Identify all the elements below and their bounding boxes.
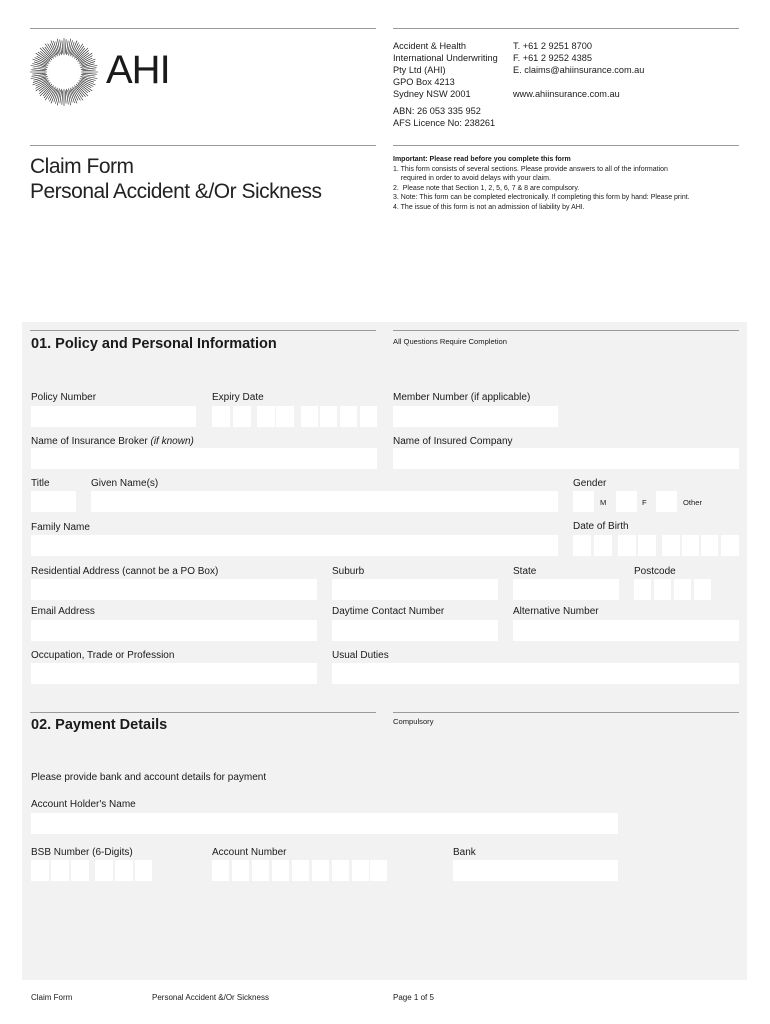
- residential-address-label: Residential Address (cannot be a PO Box): [31, 566, 219, 577]
- account-number-digit-input[interactable]: [370, 860, 387, 881]
- account-holder-input[interactable]: [31, 813, 618, 834]
- title-rule-left: [30, 145, 376, 146]
- footer-form-type: Personal Accident &/Or Sickness: [152, 993, 269, 1002]
- suburb-label: Suburb: [332, 566, 365, 577]
- bsb-digit-input[interactable]: [135, 860, 152, 881]
- logo-text: AHI: [106, 48, 170, 92]
- account-number-digit-input[interactable]: [352, 860, 369, 881]
- daytime-contact-input[interactable]: [332, 620, 498, 641]
- company-address: [393, 40, 498, 100]
- payment-intro-text: Please provide bank and account details for payment: [31, 772, 267, 783]
- section1-title: 01. Policy and Personal Information: [31, 336, 277, 352]
- expiry-date-digit-input[interactable]: [257, 406, 275, 427]
- dob-digit-input[interactable]: [638, 535, 656, 556]
- dob-digit-input[interactable]: [573, 535, 591, 556]
- section1-rule-left: [30, 330, 376, 331]
- gender-female-checkbox[interactable]: [616, 491, 637, 512]
- policy-number-input[interactable]: [31, 406, 196, 427]
- gender-male-checkbox[interactable]: [573, 491, 594, 512]
- expiry-date-digit-input[interactable]: [212, 406, 230, 427]
- title-label: Title: [31, 478, 50, 489]
- state-input[interactable]: [513, 579, 619, 600]
- account-number-digit-input[interactable]: [252, 860, 269, 881]
- header-rule-right: [393, 28, 739, 29]
- account-number-digit-input[interactable]: [312, 860, 329, 881]
- dob-digit-input[interactable]: [682, 535, 699, 556]
- dob-digit-input[interactable]: [662, 535, 680, 556]
- section2-rule-left: [30, 712, 376, 713]
- important-heading: Important: Please read before you complete this form: [393, 156, 571, 163]
- important-line: 2. Please note that Section 1, 2, 5, 6, 7 & 8 are compulsory.: [393, 184, 580, 192]
- dob-digit-input[interactable]: [618, 535, 636, 556]
- alternative-number-label: Alternative Number: [513, 606, 599, 617]
- account-holder-label: Account Holder's Name: [31, 799, 136, 810]
- page-title-line1: Claim Form: [30, 155, 134, 178]
- account-number-digit-input[interactable]: [212, 860, 229, 881]
- family-name-label: Family Name: [31, 522, 90, 533]
- bsb-digit-input[interactable]: [71, 860, 89, 881]
- important-line: 1. This form consists of several sections. Please provide answers to all of the information: [393, 165, 668, 173]
- gender-female-label: F: [642, 498, 647, 507]
- footer-form-name: Claim Form: [31, 993, 73, 1002]
- section2-note: Compulsory: [393, 717, 434, 726]
- given-names-input[interactable]: [91, 491, 558, 512]
- email-input[interactable]: [31, 620, 317, 641]
- dob-digit-input[interactable]: [701, 535, 718, 556]
- expiry-date-digit-input[interactable]: [360, 406, 377, 427]
- important-line: required in order to avoid delays with your claim.: [393, 175, 551, 183]
- section1-rule-right: [393, 330, 739, 331]
- dob-digit-input[interactable]: [721, 535, 739, 556]
- section1-note: All Questions Require Completion: [393, 337, 507, 346]
- title-input[interactable]: [31, 491, 76, 512]
- expiry-date-digit-input[interactable]: [233, 406, 251, 427]
- postcode-label: Postcode: [634, 566, 676, 577]
- postcode-digit-input[interactable]: [634, 579, 651, 600]
- account-number-digit-input[interactable]: [292, 860, 309, 881]
- broker-name-label-suffix: (if known): [150, 436, 194, 447]
- section2-title: 02. Payment Details: [31, 717, 168, 733]
- important-line: 4. The issue of this form is not an admission of liability by AHI.: [393, 203, 585, 211]
- occupation-label: Occupation, Trade or Profession: [31, 650, 175, 661]
- company-email-link[interactable]: E. claims@ahiinsurance.com.au: [513, 65, 645, 75]
- bsb-digit-input[interactable]: [115, 860, 133, 881]
- gender-male-label: M: [600, 498, 607, 507]
- gender-label: Gender: [573, 478, 607, 489]
- company-contact: [513, 40, 644, 100]
- important-notes: [393, 155, 690, 213]
- usual-duties-label: Usual Duties: [332, 650, 389, 661]
- bank-input[interactable]: [453, 860, 618, 881]
- expiry-date-digit-input[interactable]: [301, 406, 318, 427]
- broker-name-input[interactable]: [31, 448, 377, 469]
- postcode-digit-input[interactable]: [654, 579, 671, 600]
- company-registration: [393, 105, 495, 129]
- company-line: Sydney NSW 2001: [393, 89, 471, 99]
- daytime-contact-label: Daytime Contact Number: [332, 606, 445, 617]
- usual-duties-input[interactable]: [332, 663, 739, 684]
- company-line: GPO Box 4213: [393, 77, 455, 87]
- company-phone: T. +61 2 9251 8700: [513, 41, 592, 51]
- sunburst-logo-icon: [28, 36, 100, 108]
- gender-other-checkbox[interactable]: [656, 491, 677, 512]
- account-number-digit-input[interactable]: [332, 860, 349, 881]
- insured-company-input[interactable]: [393, 448, 739, 469]
- account-number-digit-input[interactable]: [272, 860, 289, 881]
- expiry-date-digit-input[interactable]: [320, 406, 337, 427]
- insured-company-label: Name of Insured Company: [393, 436, 513, 447]
- company-line: Pty Ltd (AHI): [393, 65, 446, 75]
- suburb-input[interactable]: [332, 579, 498, 600]
- broker-name-label-text: Name of Insurance Broker: [31, 436, 148, 447]
- dob-digit-input[interactable]: [594, 535, 612, 556]
- expiry-date-digit-input[interactable]: [340, 406, 357, 427]
- member-number-input[interactable]: [393, 406, 558, 427]
- broker-name-label: [31, 436, 194, 447]
- footer-page-number: Page 1 of 5: [393, 993, 434, 1002]
- bank-label: Bank: [453, 847, 476, 858]
- section2-rule-right: [393, 712, 739, 713]
- account-number-label: Account Number: [212, 847, 287, 858]
- expiry-date-label: Expiry Date: [212, 392, 264, 403]
- postcode-digit-input[interactable]: [694, 579, 711, 600]
- date-of-birth-label: Date of Birth: [573, 521, 629, 532]
- title-rule-right: [393, 145, 739, 146]
- state-label: State: [513, 566, 537, 577]
- header-rule-left: [30, 28, 376, 29]
- bsb-digit-input[interactable]: [51, 860, 69, 881]
- policy-number-label: Policy Number: [31, 392, 97, 403]
- company-fax: F. +61 2 9252 4385: [513, 53, 592, 63]
- company-website-link[interactable]: www.ahiinsurance.com.au: [513, 89, 620, 99]
- expiry-date-digit-input[interactable]: [276, 406, 294, 427]
- important-line: 3. Note: This form can be completed electronically. If completing this form by hand: Please print.: [393, 194, 690, 202]
- alternative-number-input[interactable]: [513, 620, 739, 641]
- family-name-input[interactable]: [31, 535, 558, 556]
- abn-text: ABN: 26 053 335 952: [393, 106, 481, 116]
- afs-licence-text: AFS Licence No: 238261: [393, 118, 496, 128]
- residential-address-input[interactable]: [31, 579, 317, 600]
- postcode-digit-input[interactable]: [674, 579, 691, 600]
- given-names-label: Given Name(s): [91, 478, 159, 489]
- gender-other-label: Other: [683, 498, 702, 507]
- bsb-digit-input[interactable]: [95, 860, 113, 881]
- page-title: [30, 154, 321, 204]
- company-spacer: [513, 76, 644, 88]
- occupation-input[interactable]: [31, 663, 317, 684]
- member-number-label: Member Number (if applicable): [393, 392, 531, 403]
- email-label: Email Address: [31, 606, 95, 617]
- company-line: Accident & Health: [393, 41, 467, 51]
- bsb-digit-input[interactable]: [31, 860, 49, 881]
- bsb-label: BSB Number (6-Digits): [31, 847, 133, 858]
- page-title-line2: Personal Accident &/Or Sickness: [30, 180, 322, 203]
- account-number-digit-input[interactable]: [232, 860, 249, 881]
- company-line: International Underwriting: [393, 53, 498, 63]
